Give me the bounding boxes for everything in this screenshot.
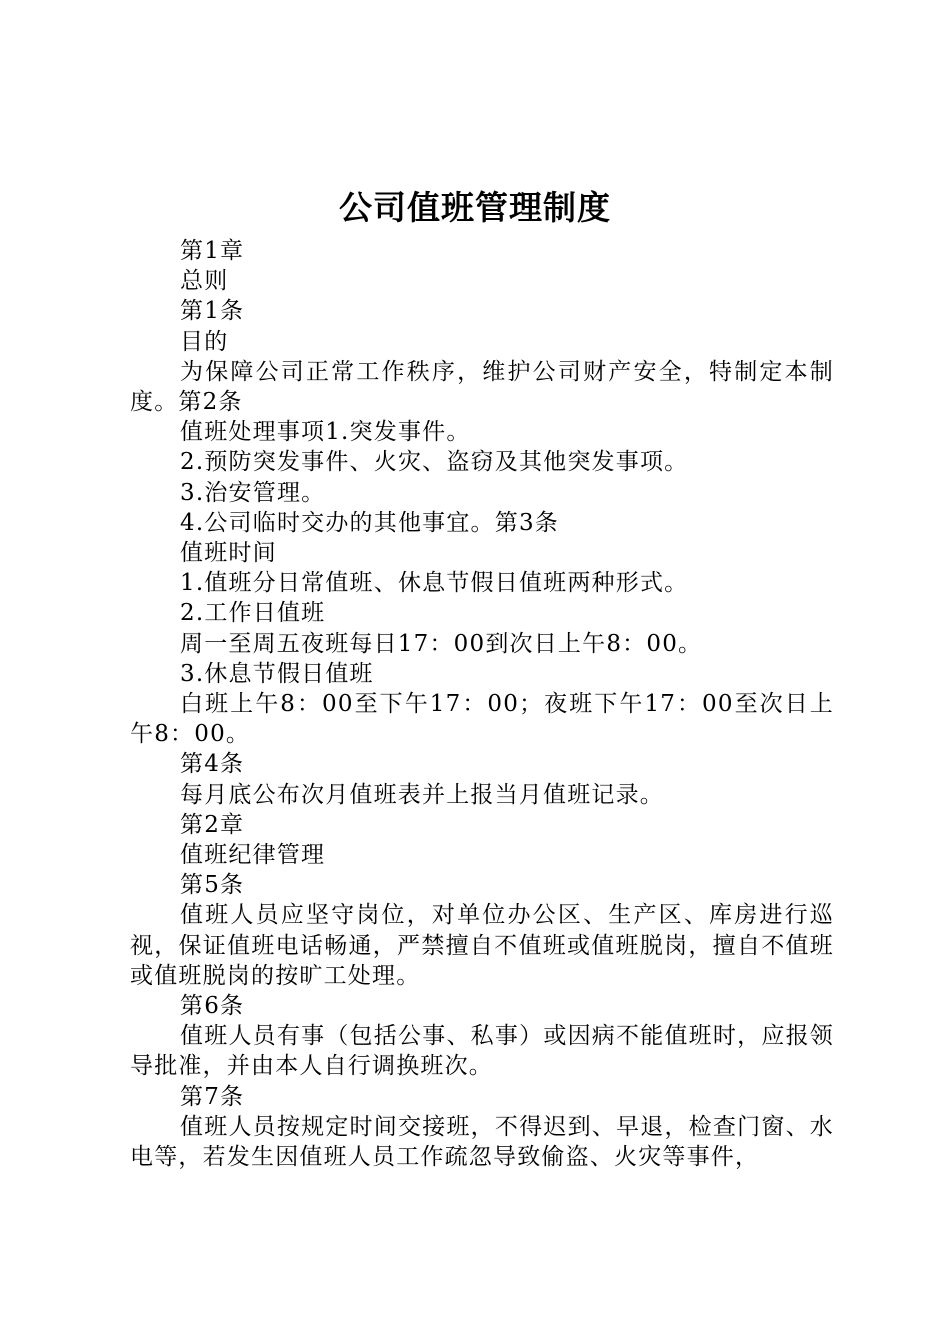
paragraph: 值班处理事项1.突发事件。 [180, 419, 471, 446]
article-heading: 第1条 [180, 298, 245, 325]
article-title: 目的 [180, 328, 229, 355]
chapter-title: 总则 [180, 268, 229, 295]
paragraph: 为保障公司正常工作秩序，维护公司财产安全，特制定本制度。第2条 [130, 358, 834, 416]
article-heading: 第6条 [180, 993, 245, 1020]
article-heading: 第5条 [180, 872, 245, 899]
article-heading: 第4条 [180, 751, 245, 778]
document-title: 公司值班管理制度 [339, 188, 611, 227]
article-heading: 第7条 [180, 1083, 245, 1110]
list-item: 1.值班分日常值班、休息节假日值班两种形式。 [180, 570, 689, 597]
paragraph: 值班人员有事（包括公事、私事）或因病不能值班时，应报领导批准，并由本人自行调换班次。 [130, 1023, 834, 1080]
chapter-heading: 第1章 [180, 238, 245, 264]
paragraph: 周一至周五夜班每日17：00到次日上午8：00。 [180, 630, 703, 657]
list-item: 3.休息节假日值班 [180, 660, 374, 687]
list-item: 2.预防突发事件、火灾、盗窃及其他突发事项。 [180, 449, 689, 476]
chapter-heading: 第2章 [180, 811, 245, 838]
paragraph: 白班上午8：00至下午17：00；夜班下午17：00至次日上午8：00。 [130, 691, 834, 748]
list-item: 2.工作日值班 [180, 600, 326, 627]
article-title: 值班时间 [180, 540, 277, 567]
chapter-title: 值班纪律管理 [180, 842, 326, 869]
paragraph: 每月底公布次月值班表并上报当月值班记录。 [180, 781, 664, 808]
list-item: 4.公司临时交办的其他事宜。第3条 [180, 509, 559, 536]
paragraph: 值班人员应坚守岗位，对单位办公区、生产区、库房进行巡视，保证值班电话畅通，严禁擅自不值班或值班脱岗，擅自不值班或值班脱岗的按旷工处理。 [130, 902, 834, 989]
paragraph: 值班人员按规定时间交接班，不得迟到、早退，检查门窗、水电等，若发生因值班人员工作疏忽导致偷盗、火灾等事件， [130, 1113, 834, 1171]
list-item: 3.治安管理。 [180, 479, 326, 506]
document-body [130, 236, 834, 1172]
